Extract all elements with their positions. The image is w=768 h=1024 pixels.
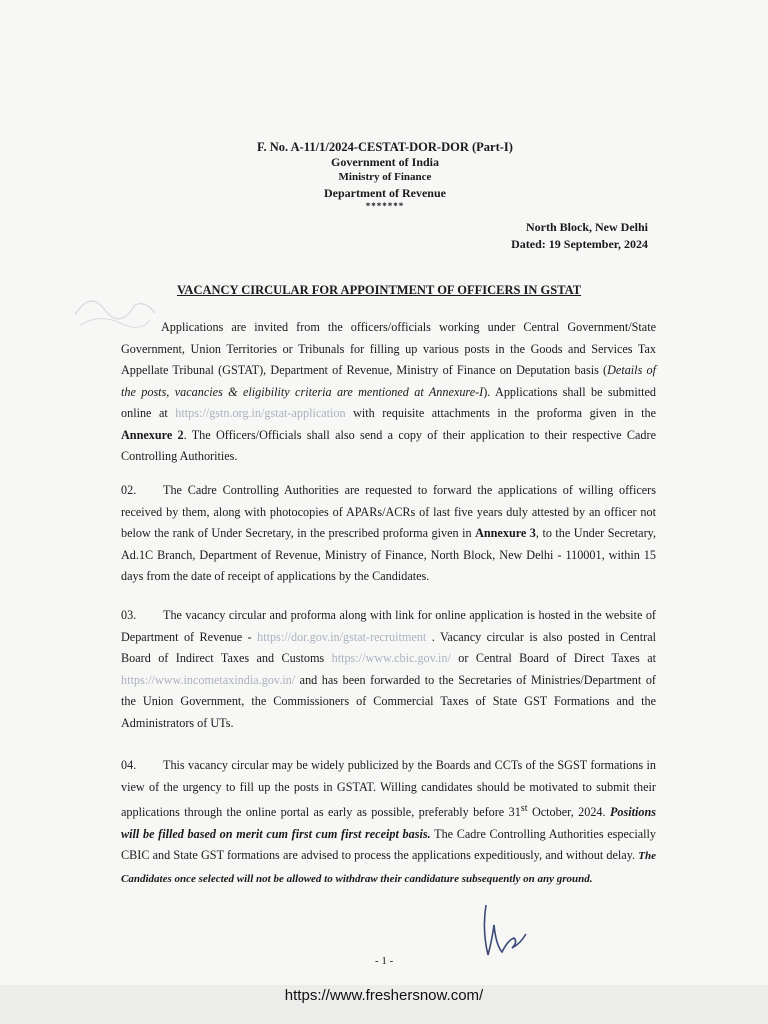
paragraph-3	[121, 605, 656, 734]
text: . The Officers/Officials shall also send a copy of their application to their respective Cadre Controlling Authorities.	[121, 427, 656, 463]
paragraph-4	[121, 755, 656, 890]
header-stars: *******	[365, 201, 405, 211]
text: The Cadre Controlling Authorities especially CBIC and State GST formations are advised to process the applications expeditiously, and without delay.	[121, 826, 656, 863]
gstn-application-link[interactable]: https://gstn.org.in/gstat-application	[175, 406, 346, 420]
bold-text: Annexure 3	[475, 526, 536, 540]
government-of-india: Government of India	[331, 155, 439, 169]
paragraph-number: 02.	[121, 483, 137, 497]
text: . Vacancy circular is also posted in Central Board of Indirect Taxes and Customs	[121, 629, 656, 665]
dated: Dated: 19 September, 2024	[511, 237, 648, 251]
circular-title: VACANCY CIRCULAR FOR APPOINTMENT OF OFFICERS IN GSTAT	[177, 283, 582, 297]
signature	[474, 900, 534, 960]
page-number: - 1 -	[375, 955, 394, 967]
file-number: F. No. A-11/1/2024-CESTAT-DOR-DOR (Part-I)	[257, 140, 513, 154]
text: or Central Board of Direct Taxes at	[450, 651, 656, 665]
paragraph-1	[121, 317, 656, 468]
text: Applications are invited from the officers/officials working under Central Government/State Government, Union Territories or Tribunals for filling up various posts in the Goods and Services Tax Appellate Tribunal (GSTAT), Department of Revenue, Ministry of Finance on Deputation basis (	[121, 320, 656, 377]
text: ). Applications shall be submitted online at	[121, 384, 656, 420]
paragraph-2	[121, 480, 656, 588]
bold-text: Annexure 2	[121, 427, 184, 442]
cbic-link[interactable]: https://www.cbic.gov.in/	[331, 651, 451, 665]
bold-italic-text: The Candidates once selected will not be allowed to withdraw their candidature subsequently on any ground.	[121, 850, 656, 885]
location: North Block, New Delhi	[526, 220, 648, 234]
text: The vacancy circular and proforma along with link for online application is hosted in the website of Department of Revenue -	[121, 608, 656, 644]
paragraph-number: 04.	[121, 758, 137, 772]
text: October, 2024.	[527, 805, 610, 820]
cbdt-link[interactable]: https://www.incometaxindia.gov.in/	[121, 672, 296, 687]
text: with requisite attachments in the proforma given in the	[345, 406, 656, 420]
ministry-name: Ministry of Finance	[338, 171, 432, 183]
department-name: Department of Revenue	[324, 186, 446, 200]
text: , to the Under Secretary, Ad.1C Branch, Department of Revenue, Ministry of Finance, North Block, New Delhi - 110001, within 15 days from the date of receipt of applications by the Candidates.	[121, 526, 656, 583]
place-and-date	[511, 219, 648, 253]
bold-italic-text: Positions will be filled based on merit cum first cum first receipt basis.	[121, 805, 657, 841]
dor-recruitment-link[interactable]: https://dor.gov.in/gstat-recruitment	[257, 629, 427, 644]
text: The Cadre Controlling Authorities are requested to forward the applications of willing officers received by them, along with photocopies of APARs/ACRs of last five years duly attested by an officer not below the rank of Under Secretary, in the prescribed proforma given in	[121, 483, 656, 540]
italic-text: Details of the posts, vacancies & eligibility criteria are mentioned at Annexure-I	[121, 363, 656, 399]
paragraph-number: 03.	[121, 608, 137, 622]
text: This vacancy circular may be widely publicized by the Boards and CCTs of the SGST formations in view of the urgency to fill up the posts in GSTAT. Willing candidates should be motivated to submit their applications through the online portal as early as possible, preferably before 31	[121, 758, 656, 820]
footer-url[interactable]: https://www.freshersnow.com/	[284, 987, 484, 1004]
superscript: st	[520, 803, 528, 814]
text: and has been forwarded to the Secretaries of Ministries/Department of the Union Government, the Commissioners of Commercial Taxes of State GST Formations and the Administrators of UTs.	[121, 672, 656, 730]
